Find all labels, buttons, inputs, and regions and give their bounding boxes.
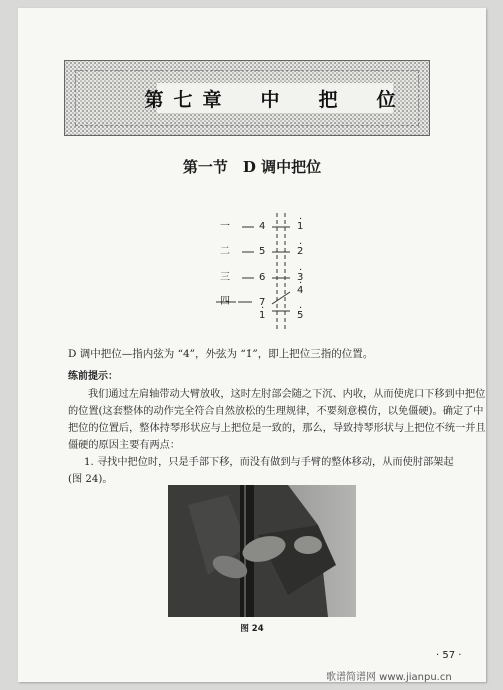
outer-note-5: · 5: [297, 310, 303, 322]
outer-note-3: · 3: [297, 272, 303, 284]
outer-note-4: · 4: [297, 285, 303, 297]
paragraph-2: [68, 454, 458, 488]
inner-note-4: 4: [259, 221, 266, 232]
paragraph-2-line-1: 1. 寻找中把位时，只是手部下移，而没有做到与手臂的整体移动，从而使肘部架起: [84, 457, 454, 468]
paragraph-1-line-1: 我们通过左肩轴带动大臂放收，这时左肘部会随之下沉、内收，从而使虎口下移到中把位: [88, 389, 486, 400]
photo-illustration: [168, 485, 356, 617]
section-title: 第一节 D 调中把位: [182, 158, 322, 176]
fingering-diagram: [186, 208, 336, 338]
paragraph-1-line-2: 的位置(这套整体的动作完全符合自然放松的生理规律，不要刻意模仿，以免僵硬)。确定了中: [68, 406, 484, 417]
figure-24-photo: [168, 485, 356, 617]
chapter-banner: [64, 60, 430, 136]
intro-line: D 调中把位—指内弦为 “4”，外弦为 “1̇”，即上把位三指的位置。: [68, 348, 374, 360]
inner-note-1: · 1: [259, 310, 265, 322]
paragraph-1-line-4: 僵硬的原因主要有两点：: [68, 440, 181, 451]
tips-heading: 练前提示：: [68, 371, 118, 382]
finger-label-4: 四: [220, 296, 230, 307]
book-page: [18, 8, 486, 682]
paragraph-2-line-2: (图 24)。: [68, 474, 113, 485]
finger-label-2: 二: [220, 246, 230, 257]
inner-note-5: 5: [259, 246, 266, 257]
outer-note-2: · 2: [297, 246, 303, 258]
chapter-title: 第七章 中 把 位: [157, 83, 393, 113]
paragraph-1: [68, 386, 486, 454]
outer-note-1: · 1: [297, 221, 303, 233]
site-watermark: 歌谱简谱网 www.jianpu.cn: [326, 672, 452, 683]
finger-label-3: 三: [220, 272, 230, 283]
paragraph-1-line-3: 把位的位置后，整体持琴形状应与上把位是一致的，那么，导致持琴形状与上把位不统一并且: [68, 423, 486, 434]
page-number: · 57 ·: [436, 650, 462, 661]
inner-note-7: 7: [259, 297, 266, 308]
inner-note-6: 6: [259, 272, 266, 283]
finger-label-1: 一: [220, 221, 230, 232]
figure-caption: 图 24: [240, 624, 264, 634]
